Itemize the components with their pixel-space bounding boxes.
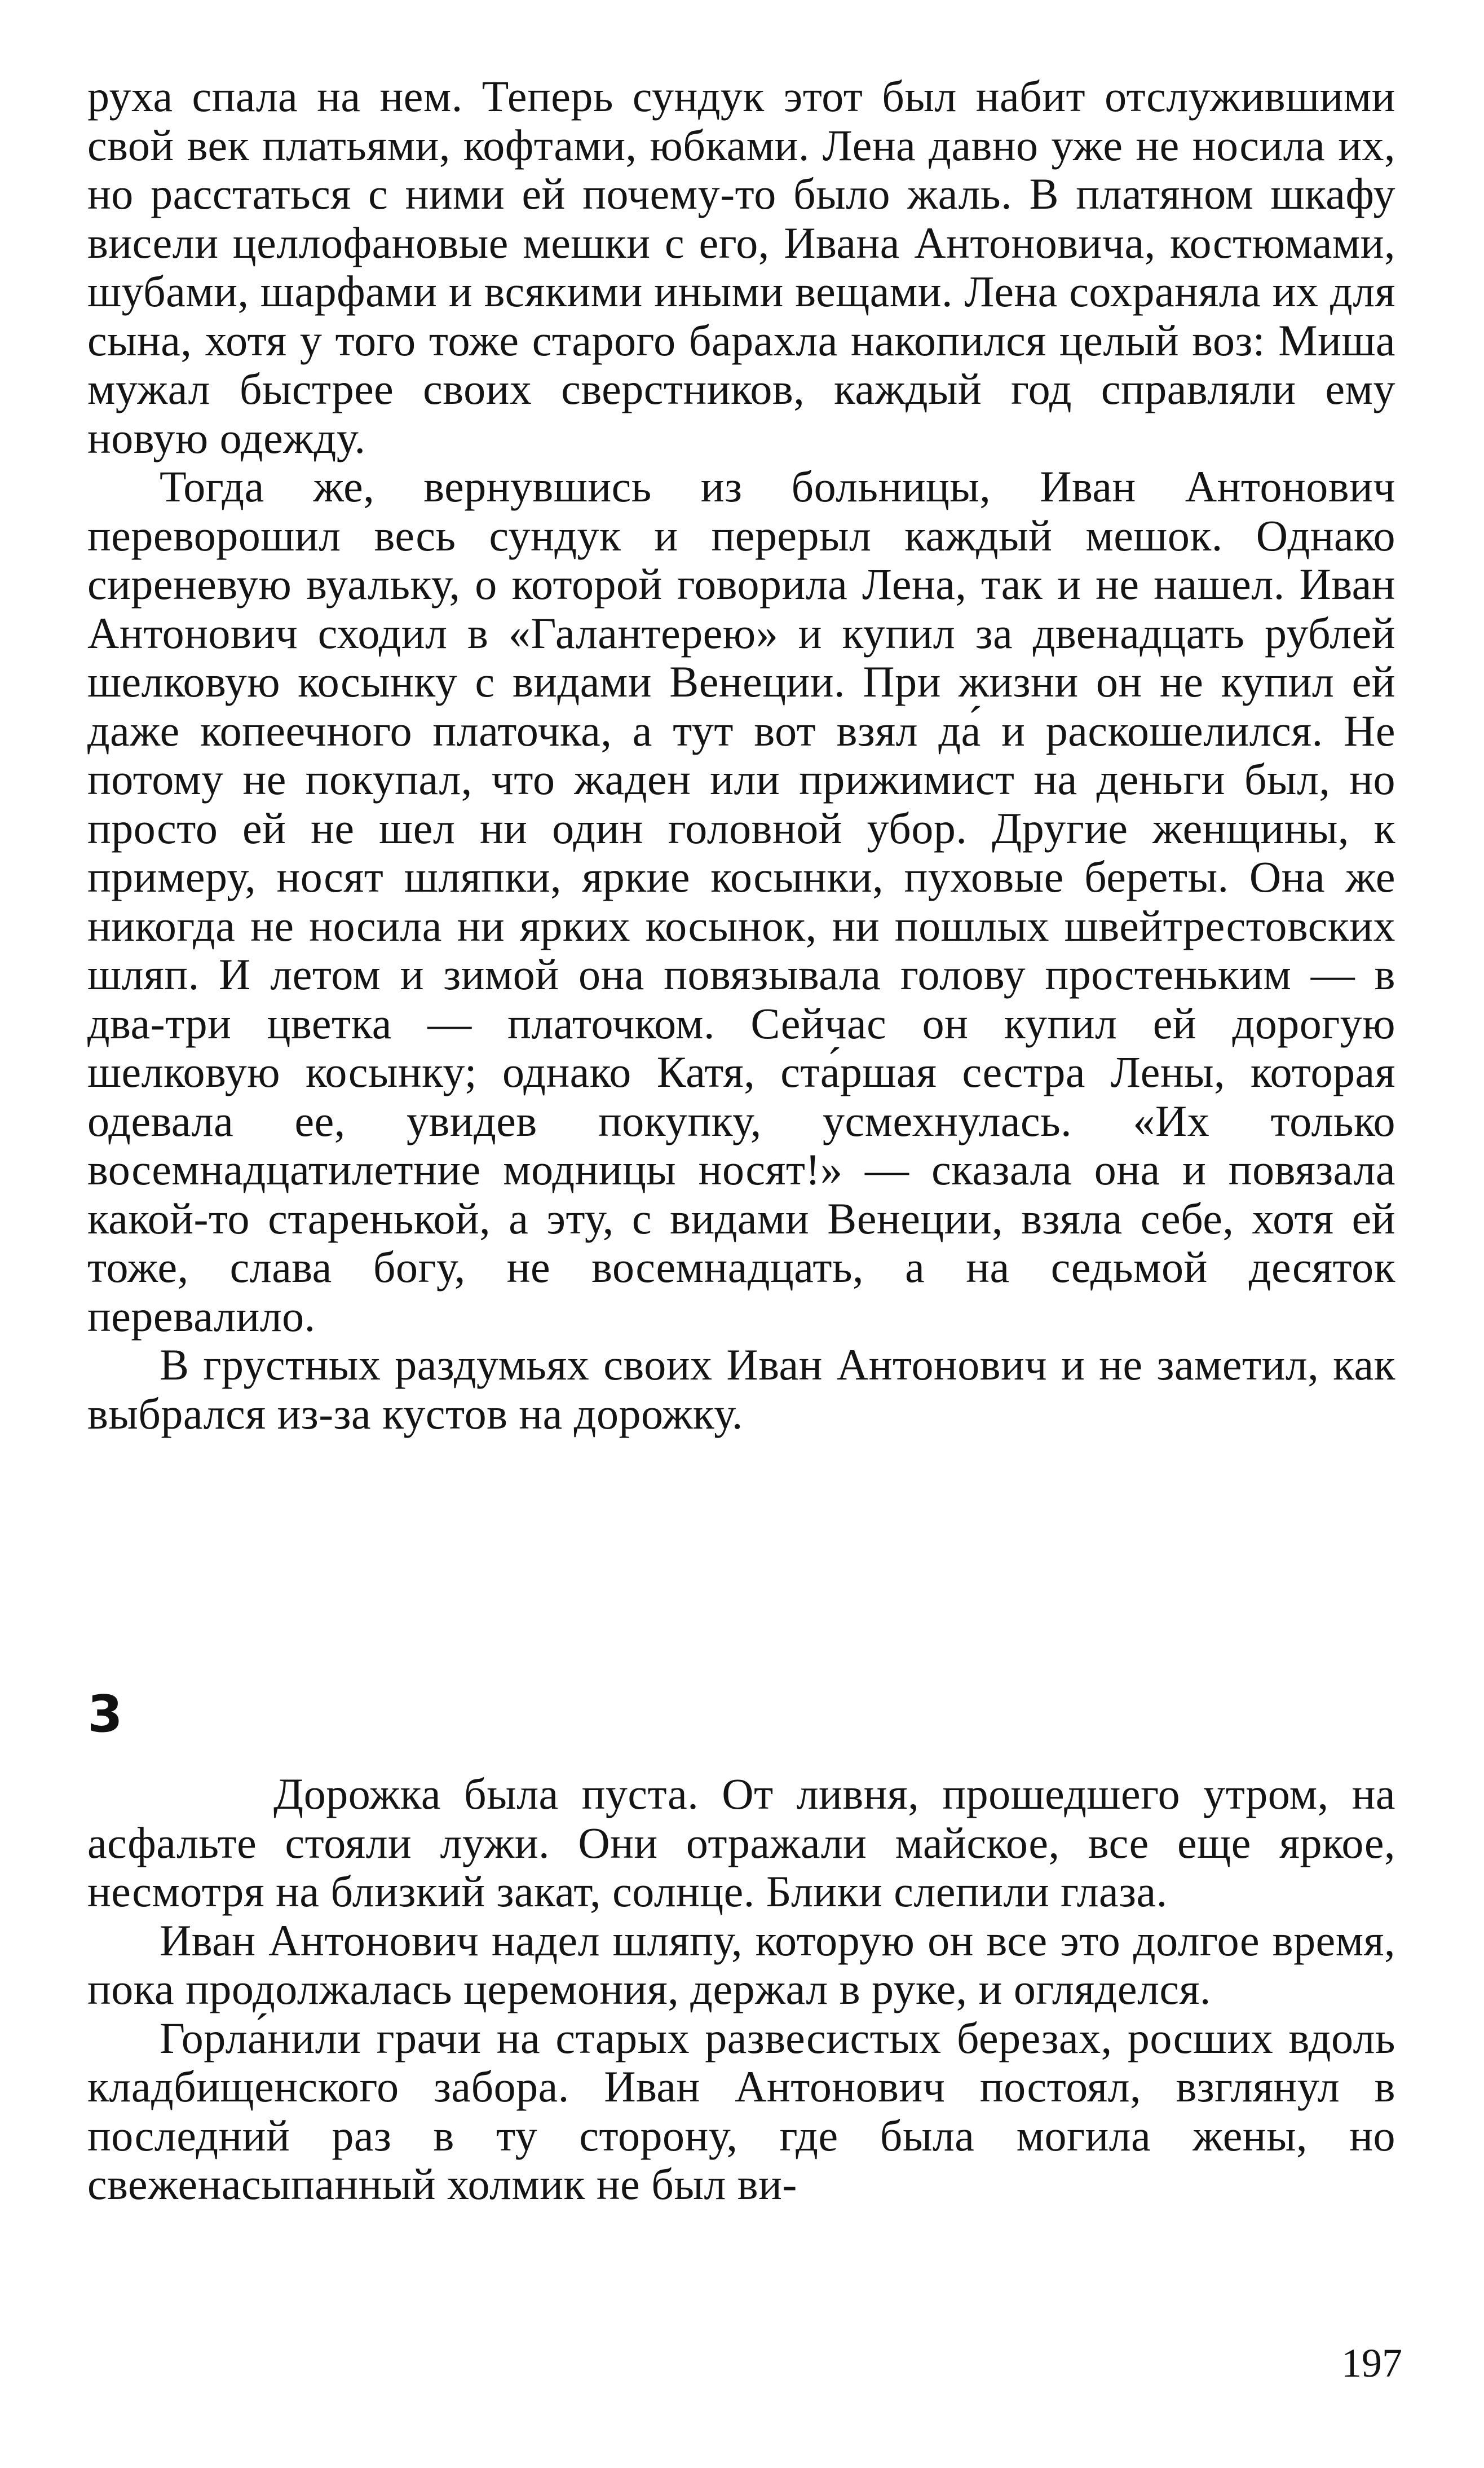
text-block-before-chapter (87, 72, 1395, 1438)
paragraph: Горла́нили грачи на старых развесистых березах, росших вдоль кладбищенского забора. Иван Антонович постоял, взглянул в последний раз в ту сторону, где была могила жены, но свеженасыпанный холмик не был ви- (87, 2013, 1395, 2209)
page-number: 197 (1341, 2341, 1402, 2386)
paragraph: Иван Антонович надел шляпу, которую он все это долгое время, пока продолжалась церемония, держал в руке, и огляделся. (87, 1915, 1395, 2013)
paragraph-chapter-opening: Дорожка была пуста. От ливня, прошедшего утром, на асфальте стояли лужи. Они отражали майское, все еще яркое, несмотря на близкий закат, солнце. Блики слепили глаза. (87, 1769, 1395, 1916)
paragraph: В грустных раздумьях своих Иван Антонович и не заметил, как выбрался из-за кустов на дорожку. (87, 1340, 1395, 1438)
paragraph-continuation: руха спала на нем. Теперь сундук этот был набит отслужившими свой век платьями, кофтами, юбками. Лена давно уже не носила их, но расстаться с ними ей почему-то было жаль. В платяном шкафу висели целлофановые мешки с его, Ивана Антоновича, костюмами, шубами, шарфами и всякими иными вещами. Лена сохраняла их для сына, хотя у того тоже старого барахла накопился целый воз: Миша мужал быстрее своих сверстников, каждый год справляли ему новую одежду. (87, 72, 1395, 462)
chapter-number: 3 (87, 1685, 123, 1744)
text-block-after-chapter (87, 1770, 1395, 2209)
paragraph: Тогда же, вернувшись из больницы, Иван Антонович переворошил весь сундук и перерыл каждый мешок. Однако сиреневую вуальку, о которой говорила Лена, так и не нашел. Иван Антонович сходил в «Галантерею» и купил за двенадцать рублей шелковую косынку с видами Венеции. При жизни он не купил ей даже копеечного платочка, а тут вот взял да́ и раскошелился. Не потому не покупал, что жаден или прижимист на деньги был, но просто ей не шел ни один головной убор. Другие женщины, к примеру, носят шляпки, яркие косынки, пуховые береты. Она же никогда не носила ни ярких косынок, ни пошлых швейтрестовских шляп. И летом и зимой она повязывала голову простеньким — в два-три цветка — платочком. Сейчас он купил ей дорогую шелковую косынку; однако Катя, ста́ршая сестра Лены, которая одевала ее, увидев покупку, усмехнулась. «Их только восемнадцатилетние модницы носят!» — сказала она и повязала какой-то старенькой, а эту, с видами Венеции, взяла себе, хотя ей тоже, слава богу, не восемнадцать, а на седьмой десяток перевалило. (87, 462, 1395, 1341)
